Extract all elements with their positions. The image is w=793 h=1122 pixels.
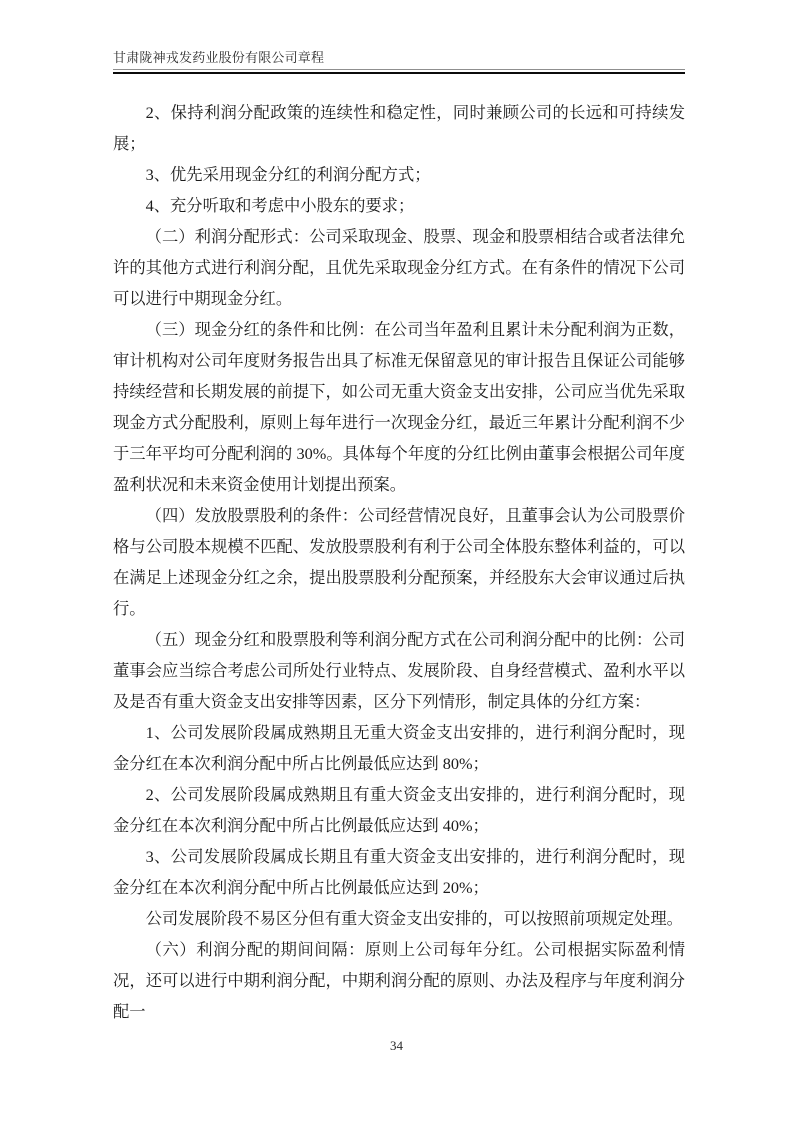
paragraph: 公司发展阶段不易区分但有重大资金支出安排的，可以按照前项规定处理。 (145, 909, 683, 928)
page-footer (0, 1038, 793, 1054)
paragraph: 1、公司发展阶段属成熟期且无重大资金支出安排的，进行利润分配时，现金分红在本次利润分配中所占比例最低应达到 80%； (113, 723, 685, 773)
paragraph: 3、公司发展阶段属成长期且有重大资金支出安排的，进行利润分配时，现金分红在本次利润分配中所占比例最低应达到 20%； (113, 847, 685, 897)
page-header (113, 50, 685, 74)
page-number: 34 (390, 1038, 403, 1053)
header-rule (113, 69, 685, 74)
paragraph: （三）现金分红的条件和比例：在公司当年盈利且累计未分配利润为正数，审计机构对公司年度财务报告出具了标准无保留意见的审计报告且保证公司能够持续经营和长期发展的前提下，如公司无重大资金支出安排，公司应当优先采取现金方式分配股利，原则上每年进行一次现金分红，最近三年累计分配利润不少于三年平均可分配利润的 30%。具体每个年度的分红比例由董事会根据公司年度盈利状况和未来资金使用计划提出预案。 (113, 320, 685, 494)
paragraph: （六）利润分配的期间间隔：原则上公司每年分红。公司根据实际盈利情况，还可以进行中期利润分配，中期利润分配的原则、办法及程序与年度利润分配一 (113, 940, 685, 1021)
paragraph: 4、充分听取和考虑中小股东的要求； (145, 196, 415, 215)
paragraph: 2、保持利润分配政策的连续性和稳定性，同时兼顾公司的长远和可持续发展； (113, 103, 685, 153)
paragraph: 3、优先采用现金分红的利润分配方式； (145, 165, 431, 184)
paragraph: （二）利润分配形式：公司采取现金、股票、现金和股票相结合或者法律允许的其他方式进行利润分配，且优先采取现金分红方式。在有条件的情况下公司可以进行中期现金分红。 (113, 227, 685, 308)
paragraph: （五）现金分红和股票股利等利润分配方式在公司利润分配中的比例：公司董事会应当综合考虑公司所处行业特点、发展阶段、自身经营模式、盈利水平以及是否有重大资金支出安排等因素，区分下列情形，制定具体的分红方案： (113, 630, 685, 711)
document-body (113, 97, 685, 1027)
paragraph: 2、公司发展阶段属成熟期且有重大资金支出安排的，进行利润分配时，现金分红在本次利润分配中所占比例最低应达到 40%； (113, 785, 685, 835)
page-content (113, 0, 685, 1027)
header-title: 甘肃陇神戎发药业股份有限公司章程 (113, 50, 325, 65)
paragraph: （四）发放股票股利的条件：公司经营情况良好，且董事会认为公司股票价格与公司股本规模不匹配、发放股票股利有利于公司全体股东整体利益的，可以在满足上述现金分红之余，提出股票股利分配预案，并经股东大会审议通过后执行。 (113, 506, 685, 618)
